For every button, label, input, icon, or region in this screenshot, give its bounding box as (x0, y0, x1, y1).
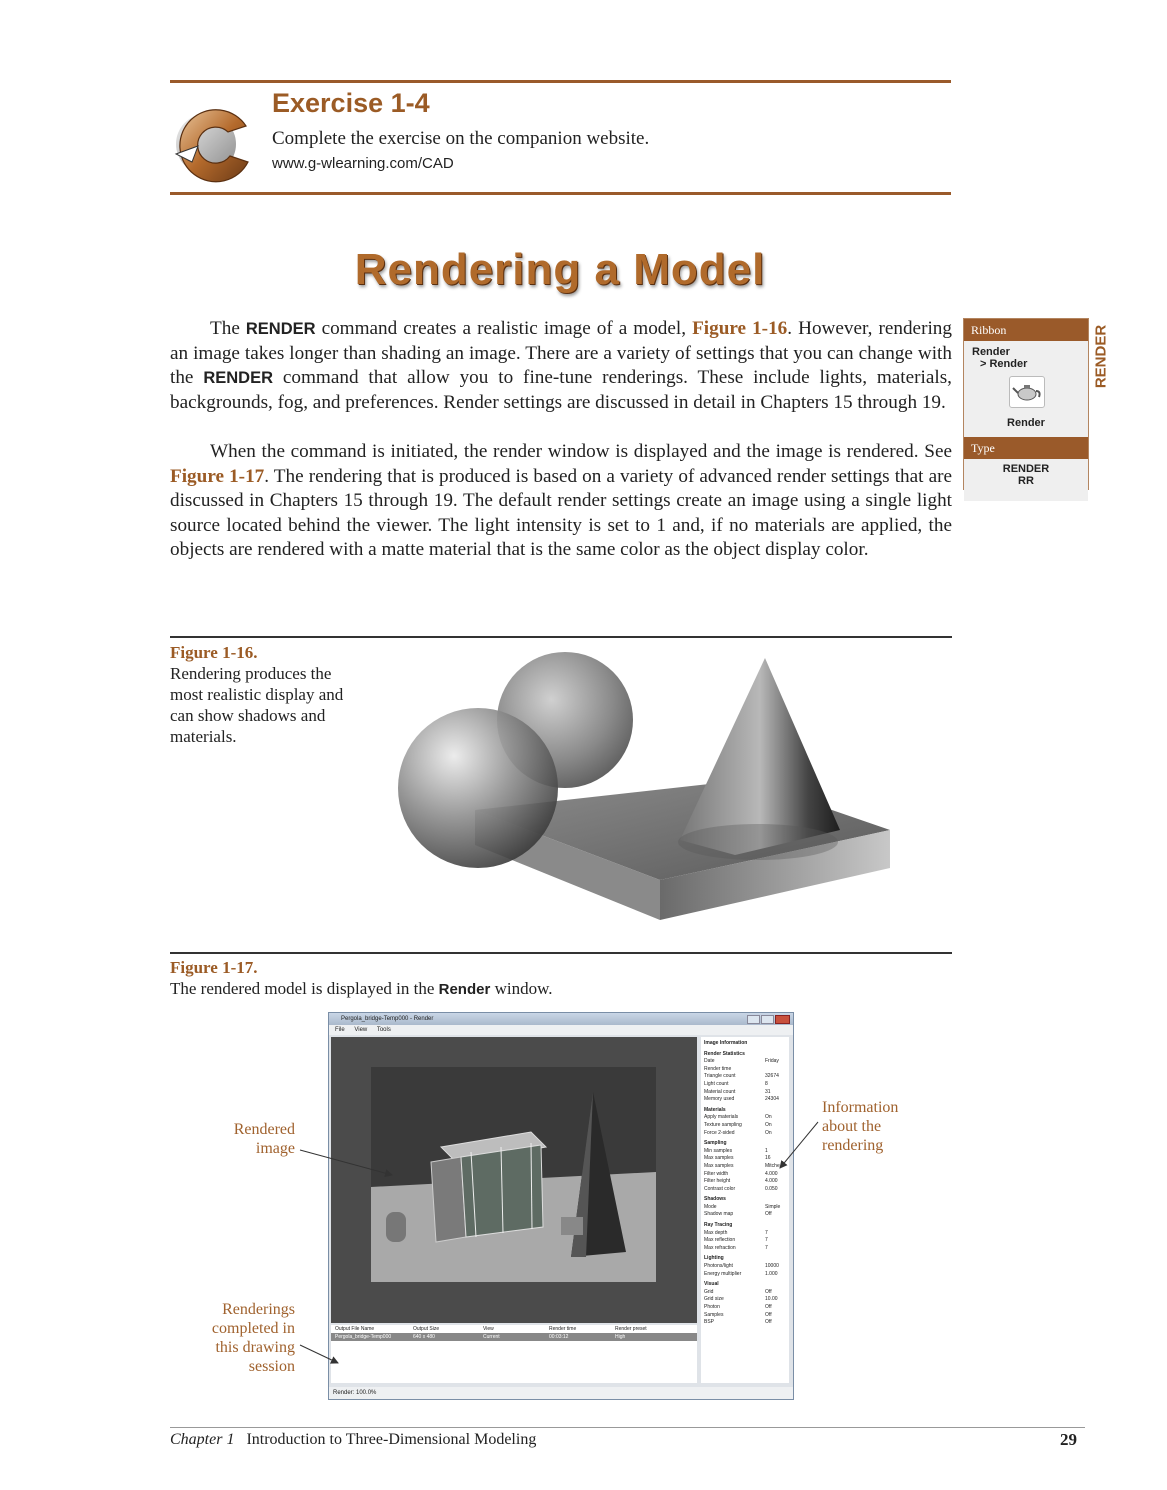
figure-16-label: Figure 1-16. (170, 643, 258, 662)
value: 0.050 (765, 1185, 778, 1192)
info-title: Image Information (704, 1040, 748, 1046)
group-heading: Lighting (704, 1255, 724, 1262)
cell: Current (483, 1334, 500, 1340)
key: Material count (704, 1088, 736, 1095)
key: Apply materials (704, 1114, 739, 1121)
value: 1.000 (765, 1270, 778, 1277)
col-header[interactable]: Render time (549, 1326, 577, 1332)
footer-chapter (170, 1431, 536, 1449)
text: When the command is initiated, the render window is displayed and the image is rendered. See (210, 441, 952, 462)
key: Energy multiplier (704, 1270, 742, 1277)
key: Photons/light (704, 1263, 733, 1270)
value: Off (765, 1304, 772, 1310)
window-title: Pergola_bridge-Temp000 - Render (341, 1016, 434, 1022)
text: . However, rendering an image takes longer than shading an image. There are a variety of settings that you can change with the (170, 318, 952, 389)
chapter-title: Introduction to Three-Dimensional Modeling (246, 1431, 537, 1448)
ribbon-label: Ribbon (964, 319, 1088, 341)
text: . The rendering that is produced is based on a variety of advanced render settings that are discussed in Chapters 15 through 19. The default render settings create an image using a single light source located behind the viewer. The light intensity is set to 1 and, if no materials are applied, the objects are rendered with a matte material that is the same color as the object display color. (170, 465, 952, 561)
key: Triangle count (704, 1073, 736, 1080)
key: Filter width (704, 1170, 729, 1177)
col-header[interactable]: Output Size (413, 1326, 440, 1332)
key: Filter height (704, 1178, 731, 1185)
page-number: 29 (1060, 1430, 1077, 1449)
exercise-text: Complete the exercise on the companion website. (272, 128, 650, 149)
section-title: Rendering a Model (354, 245, 766, 294)
key: Max depth (704, 1229, 728, 1236)
key: Date (704, 1058, 715, 1065)
command-name: RENDER (245, 320, 316, 338)
ribbon-path-tab: Render (972, 346, 1010, 358)
group-heading: Sampling (704, 1140, 727, 1147)
cell: Pergola_bridge-Temp000 (335, 1334, 392, 1340)
type-command-rr: RR (1018, 475, 1034, 487)
figure-17-label: Figure 1-17. (170, 958, 258, 977)
key: Mode (704, 1203, 717, 1210)
value: On (765, 1121, 772, 1128)
annot-line: about the (822, 1118, 882, 1135)
col-header[interactable]: View (483, 1326, 494, 1332)
group-heading: Render Statistics (704, 1050, 745, 1057)
key: Grid (704, 1288, 714, 1295)
key: Max samples (704, 1155, 734, 1162)
group-heading: Shadows (704, 1196, 726, 1203)
command-name: RENDER (203, 369, 274, 388)
group-heading: Ray Tracing (704, 1222, 733, 1229)
annot-line: this drawing (215, 1339, 295, 1356)
caption-text: window. (490, 979, 553, 998)
value: 10.00 (765, 1296, 778, 1303)
text: command creates a realistic image of a model, (315, 318, 693, 339)
render-button-label: Render (1007, 417, 1045, 429)
value: 31 (765, 1088, 771, 1095)
annot-line: Renderings (222, 1301, 295, 1318)
annot-line: rendering (822, 1137, 884, 1154)
cell: High (615, 1334, 626, 1340)
group-heading: Materials (704, 1106, 726, 1113)
key: Force 2-sided (704, 1129, 735, 1136)
figure-link[interactable]: Figure 1-16 (692, 318, 788, 339)
annot-line: Information (822, 1099, 899, 1116)
value: 4.000 (765, 1170, 778, 1177)
annot-line: completed in (211, 1320, 295, 1337)
value: 32674 (765, 1073, 779, 1080)
value: 7 (765, 1229, 768, 1236)
col-header[interactable]: Render preset (615, 1326, 647, 1332)
key: Contrast color (704, 1185, 736, 1192)
value: Friday (765, 1058, 779, 1065)
value: Off (765, 1288, 772, 1295)
figure-link[interactable]: Figure 1-17 (170, 465, 265, 487)
key: Render time (704, 1065, 732, 1072)
caption-text: The rendered model is displayed in the (170, 979, 439, 998)
key: Max refraction (704, 1244, 736, 1251)
key: Samples (704, 1311, 724, 1318)
value: Off (765, 1311, 772, 1318)
key: Memory used (704, 1096, 735, 1103)
exercise-url-link[interactable]: www.g-wlearning.com/CAD (272, 155, 454, 172)
type-command-render: RENDER (1002, 463, 1050, 475)
key: Grid size (704, 1296, 724, 1303)
text: command that allow you to fine-tune renderings. These include lights, materials, backgrounds, fog, and preferences. Render settings are discussed in detail in Chapters 15 through 19. (170, 367, 952, 413)
cell: 00:03:12 (549, 1334, 569, 1340)
vertical-text: RENDER (1092, 324, 1110, 389)
col-header[interactable]: Output File Name (335, 1326, 375, 1332)
key: BSP (704, 1319, 715, 1326)
footer-rule (170, 1427, 1085, 1428)
annot-line: Rendered (233, 1121, 295, 1138)
value: 7 (765, 1244, 768, 1251)
key: Max samples (704, 1162, 734, 1169)
group-heading: Visual (704, 1281, 719, 1288)
value: Simple (765, 1203, 781, 1210)
value: Off (765, 1211, 772, 1218)
value: 4.000 (765, 1178, 778, 1185)
value: 24304 (765, 1096, 779, 1103)
value: 8 (765, 1080, 768, 1087)
type-label: Type (964, 437, 1088, 459)
key: Light count (704, 1080, 729, 1087)
chapter-label: Chapter 1 (170, 1431, 235, 1448)
value: On (765, 1114, 772, 1121)
value: 1 (765, 1147, 768, 1154)
status-bar: Render: 100.0% (329, 1387, 794, 1399)
exercise-title: Exercise 1-4 (272, 88, 430, 118)
annot-line: session (248, 1358, 295, 1375)
key: Photon (704, 1304, 720, 1310)
ribbon-path-panel: > Render (980, 358, 1028, 370)
key: Max reflection (704, 1237, 736, 1244)
caption-bold: Render (438, 981, 491, 998)
key: Shadow map (704, 1211, 734, 1218)
menu-file[interactable]: File (335, 1027, 345, 1033)
value: 16 (765, 1155, 771, 1162)
text: The (210, 318, 246, 339)
annot-line: image (255, 1140, 295, 1157)
key: Texture sampling (704, 1121, 742, 1128)
value: 10000 (765, 1263, 779, 1270)
menu-tools[interactable]: Tools (376, 1027, 391, 1033)
figure-16-text: Rendering produces the most realistic display and can show shadows and materials. (170, 664, 344, 746)
value: Mitche (765, 1162, 780, 1169)
key: Min samples (704, 1147, 733, 1154)
cell: 640 x 480 (413, 1334, 435, 1340)
value: 7 (765, 1237, 768, 1244)
value: Off (765, 1319, 772, 1326)
value: On (765, 1129, 772, 1136)
menu-view[interactable]: View (354, 1027, 368, 1033)
